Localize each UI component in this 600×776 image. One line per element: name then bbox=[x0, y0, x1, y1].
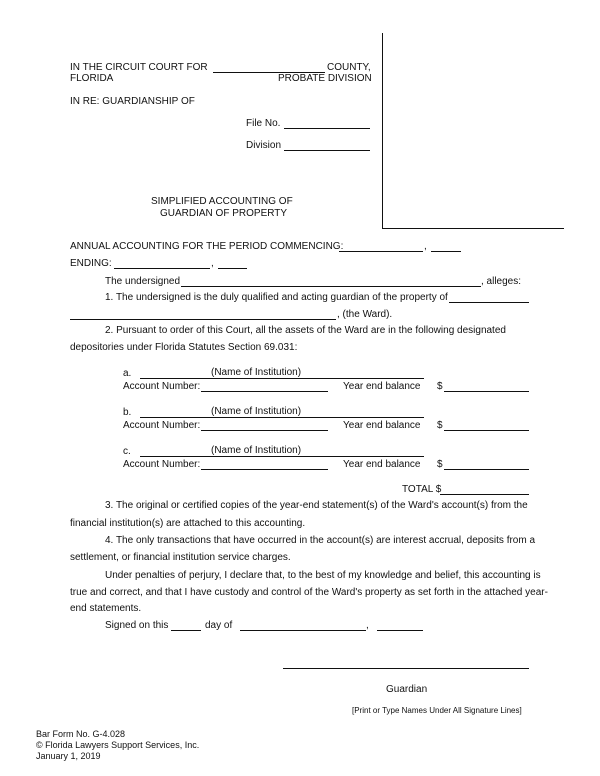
in-re-label: IN RE: GUARDIANSHIP OF bbox=[70, 96, 195, 107]
paragraph-1-text: 1. The undersigned is the duly qualified and acting guardian of the property of bbox=[105, 292, 448, 303]
period-ending-label: ENDING: bbox=[70, 258, 112, 269]
county-label: COUNTY, bbox=[327, 62, 371, 73]
caption-vertical-rule bbox=[382, 33, 383, 229]
account-b-institution-line[interactable] bbox=[140, 417, 424, 418]
comma: , bbox=[366, 620, 369, 631]
commencing-date-line[interactable] bbox=[339, 251, 423, 252]
account-c-number-label: Account Number: bbox=[123, 459, 201, 470]
account-b-letter: b. bbox=[123, 407, 132, 418]
form-number: Bar Form No. G-4.028 bbox=[36, 729, 126, 739]
period-commencing-label: ANNUAL ACCOUNTING FOR THE PERIOD COMMENCING: bbox=[70, 241, 344, 252]
perjury-text-line3: end statements. bbox=[70, 603, 142, 614]
perjury-text-line1: Under penalties of perjury, I declare that, to the best of my knowledge and belief, this accounting is bbox=[105, 570, 541, 581]
form-title-line1: SIMPLIFIED ACCOUNTING OF bbox=[151, 196, 293, 207]
account-b-balance-line[interactable] bbox=[444, 430, 529, 431]
ward-name-line-2[interactable] bbox=[70, 319, 336, 320]
file-no-label: File No. bbox=[246, 118, 281, 129]
account-b-institution-label: (Name of Institution) bbox=[211, 406, 302, 417]
print-names-note: [Print or Type Names Under All Signature Lines] bbox=[352, 706, 522, 715]
account-c-balance-line[interactable] bbox=[444, 469, 529, 470]
account-b-currency: $ bbox=[437, 420, 443, 431]
day-of-label: day of bbox=[205, 620, 233, 631]
paragraph-3-text-line2: financial institution(s) are attached to this accounting. bbox=[70, 518, 306, 529]
alleges-label: , alleges: bbox=[481, 276, 522, 287]
commencing-year-line[interactable] bbox=[431, 251, 461, 252]
signed-day-line[interactable] bbox=[171, 630, 201, 631]
paragraph-2-text-line1: 2. Pursuant to order of this Court, all the assets of the Ward are in the following designated bbox=[105, 325, 506, 336]
paragraph-4-text-line1: 4. The only transactions that have occurred in the account(s) are interest accrual, deposits from a bbox=[105, 535, 536, 546]
signed-year-line[interactable] bbox=[377, 630, 423, 631]
court-label: IN THE CIRCUIT COURT FOR bbox=[70, 62, 208, 73]
account-a-institution-line[interactable] bbox=[140, 378, 424, 379]
division-title: PROBATE DIVISION bbox=[278, 73, 372, 84]
file-no-line[interactable] bbox=[284, 128, 370, 129]
copyright: © Florida Lawyers Support Services, Inc. bbox=[36, 740, 200, 750]
ending-year-line[interactable] bbox=[218, 268, 247, 269]
account-b-number-label: Account Number: bbox=[123, 420, 201, 431]
state-label: FLORIDA bbox=[70, 73, 114, 84]
account-c-balance-label: Year end balance bbox=[343, 459, 421, 470]
comma: , bbox=[424, 241, 427, 252]
signed-on-label: Signed on this bbox=[105, 620, 169, 631]
caption-horizontal-rule bbox=[382, 228, 564, 229]
account-c-currency: $ bbox=[437, 459, 443, 470]
paragraph-2-text-line2: depositories under Florida Statutes Section 69.031: bbox=[70, 342, 298, 353]
total-label: TOTAL $ bbox=[402, 484, 442, 495]
paragraph-3-text-line1: 3. The original or certified copies of the year-end statement(s) of the Ward's account(s) from the bbox=[105, 500, 528, 511]
guardian-signature-line[interactable] bbox=[283, 668, 529, 669]
comma: , bbox=[211, 258, 214, 269]
account-a-balance-label: Year end balance bbox=[343, 381, 421, 392]
signed-month-line[interactable] bbox=[240, 630, 366, 631]
account-a-institution-label: (Name of Institution) bbox=[211, 367, 302, 378]
undersigned-label: The undersigned bbox=[105, 276, 181, 287]
account-b-balance-label: Year end balance bbox=[343, 420, 421, 431]
account-c-letter: c. bbox=[123, 446, 131, 457]
ending-date-line[interactable] bbox=[114, 268, 210, 269]
ward-name-line-1[interactable] bbox=[449, 302, 529, 303]
account-c-institution-label: (Name of Institution) bbox=[211, 445, 302, 456]
account-b-number-line[interactable] bbox=[201, 430, 328, 431]
paragraph-4-text-line2: settlement, or financial institution service charges. bbox=[70, 552, 291, 563]
account-c-institution-line[interactable] bbox=[140, 456, 424, 457]
account-a-number-line[interactable] bbox=[201, 391, 328, 392]
perjury-text-line2: true and correct, and that I have custody and control of the Ward's property as set forth in the attached year- bbox=[70, 587, 548, 598]
account-a-number-label: Account Number: bbox=[123, 381, 201, 392]
account-a-currency: $ bbox=[437, 381, 443, 392]
form-date: January 1, 2019 bbox=[36, 751, 101, 761]
account-a-balance-line[interactable] bbox=[444, 391, 529, 392]
form-title-line2: GUARDIAN OF PROPERTY bbox=[160, 208, 288, 219]
guardian-label: Guardian bbox=[386, 684, 428, 695]
account-c-number-line[interactable] bbox=[201, 469, 328, 470]
division-line[interactable] bbox=[284, 150, 370, 151]
account-a-letter: a. bbox=[123, 368, 132, 379]
total-line[interactable] bbox=[440, 494, 529, 495]
undersigned-name-line[interactable] bbox=[181, 286, 481, 287]
the-ward-label: , (the Ward). bbox=[337, 309, 393, 320]
division-label: Division bbox=[246, 140, 282, 151]
